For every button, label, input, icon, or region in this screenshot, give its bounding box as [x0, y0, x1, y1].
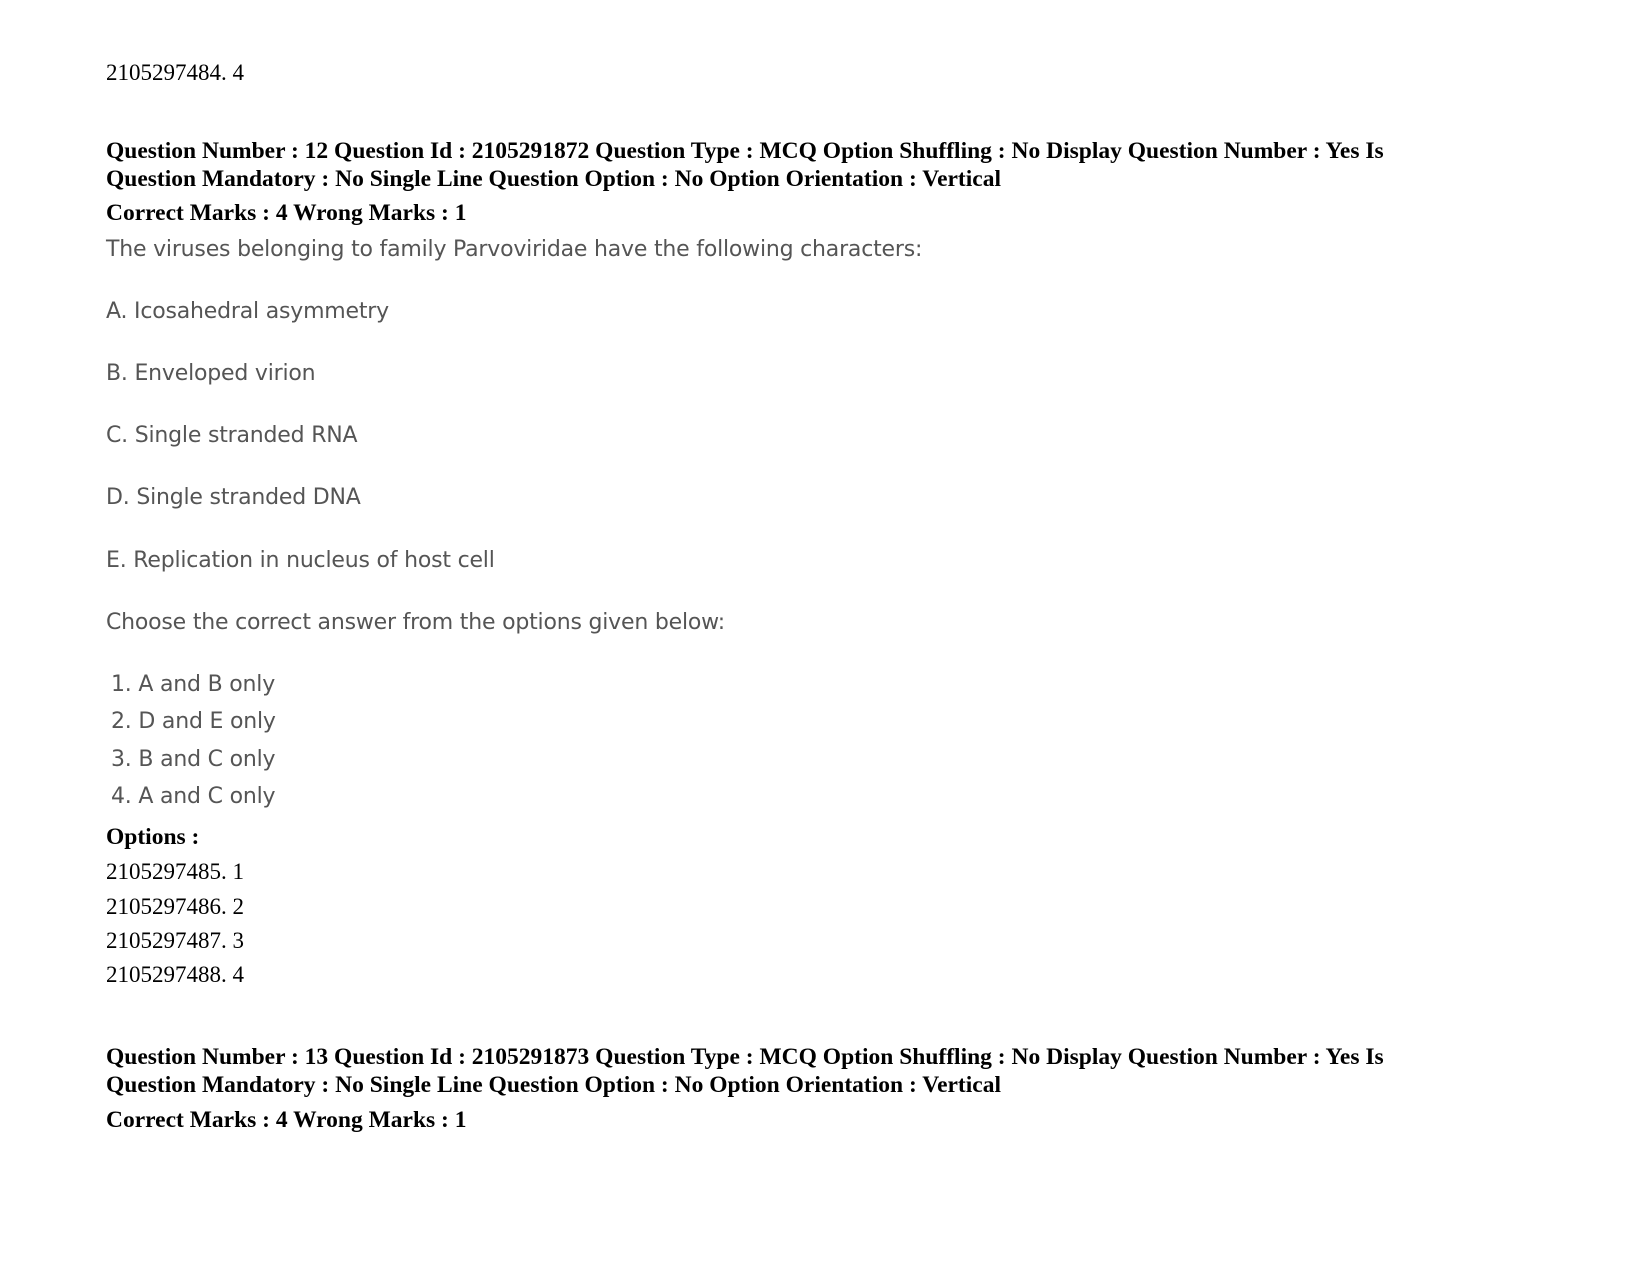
statement-c: C. Single stranded RNA — [106, 423, 358, 448]
question-12-instruction: Choose the correct answer from the options given below: — [106, 610, 725, 635]
choice-3: 3. B and C only — [111, 747, 276, 772]
question-13-marks: Correct Marks : 4 Wrong Marks : 1 — [106, 1107, 467, 1133]
option-id-3: 2105297487. 3 — [106, 928, 244, 953]
choice-4: 4. A and C only — [111, 784, 276, 809]
question-12-meta — [106, 137, 1546, 193]
question-12-meta-line2: Question Mandatory : No Single Line Question Option : No Option Orientation : Vertical — [106, 166, 1001, 192]
question-13-meta-line2: Question Mandatory : No Single Line Question Option : No Option Orientation : Vertical — [106, 1072, 1001, 1098]
statement-e: E. Replication in nucleus of host cell — [106, 548, 495, 573]
question-13-meta-line1: Question Number : 13 Question Id : 2105291873 Question Type : MCQ Option Shuffling : No Display Question Number : Yes Is — [106, 1044, 1384, 1070]
option-id-2: 2105297486. 2 — [106, 894, 244, 919]
previous-option-line: 2105297484. 4 — [106, 60, 244, 85]
statement-b: B. Enveloped virion — [106, 361, 316, 386]
choice-2: 2. D and E only — [111, 709, 276, 734]
question-12-marks: Correct Marks : 4 Wrong Marks : 1 — [106, 200, 467, 226]
question-12-meta-line1: Question Number : 12 Question Id : 2105291872 Question Type : MCQ Option Shuffling : No Display Question Number : Yes Is — [106, 138, 1384, 164]
statement-a: A. Icosahedral asymmetry — [106, 299, 389, 324]
choice-1: 1. A and B only — [111, 672, 276, 697]
options-heading: Options : — [106, 824, 200, 850]
question-12-stem: The viruses belonging to family Parvoviridae have the following characters: — [106, 237, 923, 262]
option-id-4: 2105297488. 4 — [106, 962, 244, 987]
statement-d: D. Single stranded DNA — [106, 485, 361, 510]
question-13-meta — [106, 1043, 1546, 1099]
option-id-1: 2105297485. 1 — [106, 859, 244, 884]
